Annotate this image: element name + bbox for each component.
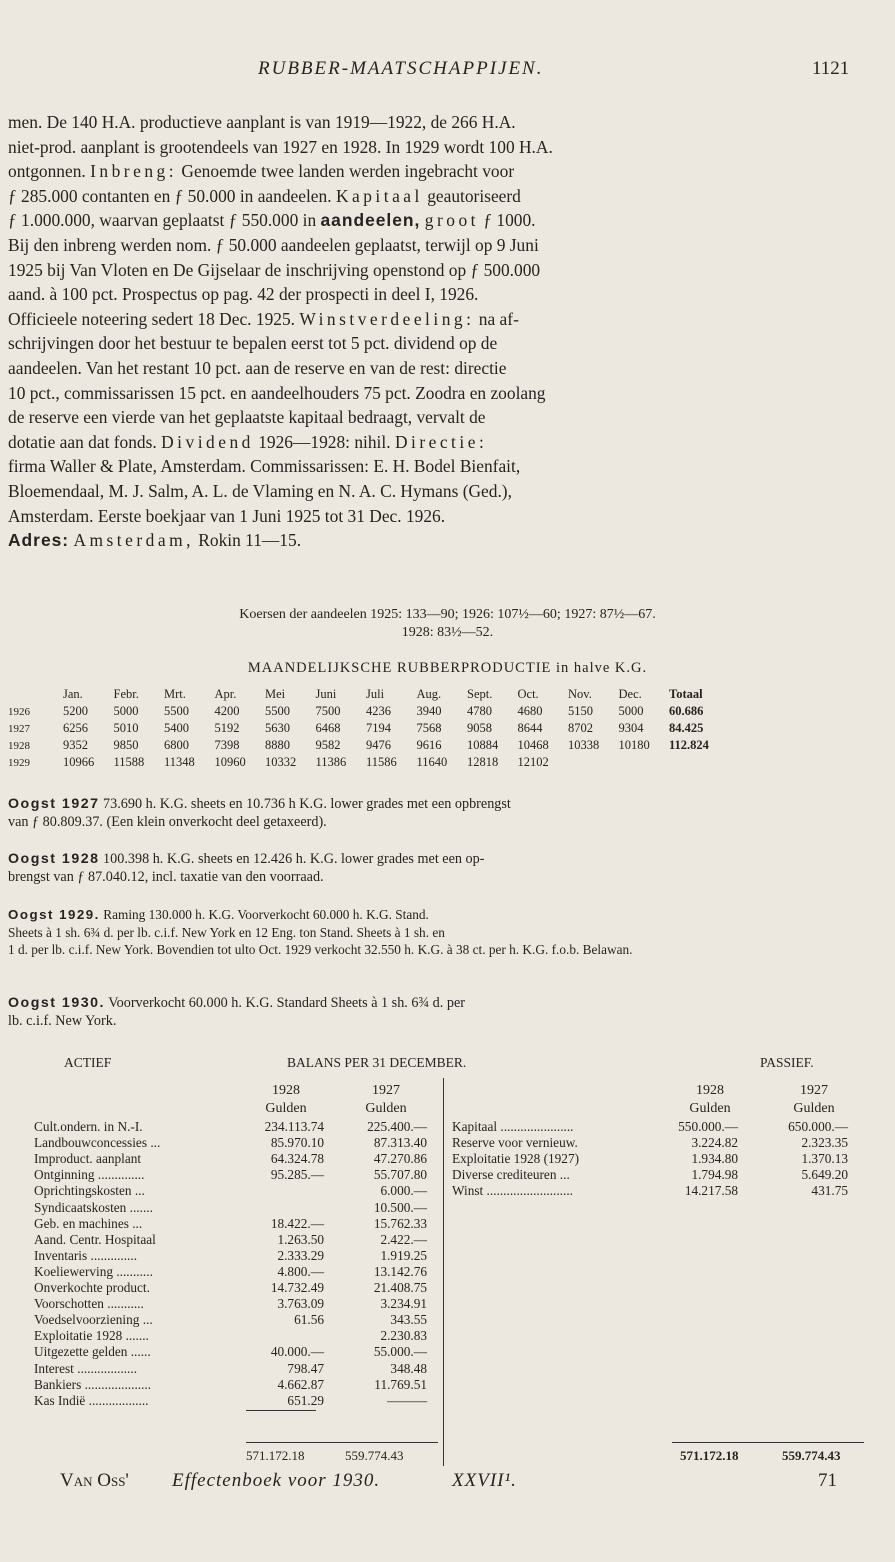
value-1927: 55.000.—: [373, 1344, 427, 1360]
value-1927: 343.55: [390, 1312, 427, 1328]
harvest-1930: Oogst 1930. Voorverkocht 60.000 h. K.G. Standard Sheets à 1 sh. 6¾ d. per lb. c.i.f. New York.: [8, 995, 465, 1029]
text-line: dotatie aan dat fonds. Dividend 1926—1928: nihil. Directie:: [8, 431, 488, 452]
production-cell: 9476: [366, 738, 391, 752]
production-cell: 11348: [164, 755, 195, 769]
production-cell: 10180: [618, 738, 650, 752]
production-cell: [568, 754, 619, 771]
value-1927: 6.000.—: [380, 1183, 427, 1199]
value-1927: 348.48: [390, 1360, 427, 1376]
production-cell: 11386: [315, 755, 347, 769]
actief-row: [34, 1248, 439, 1264]
item-name: Landbouwconcessies ...: [34, 1135, 161, 1151]
text-line: ƒ 285.000 contanten en ƒ 50.000 in aandeelen. Kapitaal geautoriseerd: [8, 185, 521, 206]
value-1928: 651.29: [287, 1392, 324, 1408]
actief-row: [34, 1216, 439, 1232]
value-1927: 3.234.91: [380, 1296, 427, 1312]
production-cell: 9582: [315, 738, 341, 752]
item-name: Bankiers ....................: [34, 1376, 152, 1392]
text-line: firma Waller & Plate, Amsterdam. Commissarissen: E. H. Bodel Bienfait,: [8, 456, 521, 477]
actief-row: [34, 1361, 439, 1377]
passief-row: [452, 1151, 872, 1167]
text-line: aand. à 100 pct. Prospectus op pag. 42 der prospecti in deel I, 1926.: [8, 284, 479, 305]
rule: [246, 1410, 316, 1411]
production-cell: 6468: [315, 721, 341, 735]
text-line: Amsterdam. Eerste boekjaar van 1 Juni 1925 tot 31 Dec. 1926.: [8, 505, 446, 526]
total-actief-1928: 571.172.18: [246, 1448, 305, 1463]
production-cell: 9058: [467, 721, 492, 735]
share-prices-line: Koersen der aandeelen 1925: 133—90; 1926: 107½—60; 1927: 87½—67.: [239, 607, 656, 622]
dividend-label: Dividend: [161, 431, 254, 452]
balance-title: BALANS PER 31 DECEMBER.: [287, 1055, 467, 1070]
item-name: Syndicaatskosten .......: [34, 1199, 153, 1215]
item-name: Diverse crediteuren ...: [452, 1167, 570, 1183]
value-1928: 234.113.74: [264, 1119, 324, 1134]
passief-row: [452, 1119, 872, 1135]
passief-label: PASSIEF.: [760, 1055, 814, 1070]
production-cell: 7194: [366, 721, 391, 735]
production-cell: 7500: [315, 704, 341, 718]
production-cell: 7568: [416, 721, 442, 735]
passief-row: [452, 1167, 872, 1183]
value-1928: 64.324.78: [270, 1151, 324, 1167]
text-line: ƒ 1.000.000, waarvan geplaatst ƒ 550.000 in aandeelen, groot ƒ 1000.: [8, 210, 536, 231]
actief-row: [34, 1344, 439, 1360]
month-header: Totaal: [669, 687, 703, 701]
item-name: Geb. en machines ...: [34, 1215, 143, 1231]
production-cell: [619, 754, 670, 771]
text-line: 10 pct., commissarissen 15 pct. en aandeelhouders 75 pct. Zoodra en zoolang: [8, 382, 546, 403]
address-line: Adres: Amsterdam, Rokin 11—15.: [8, 530, 302, 551]
production-row: [8, 720, 729, 737]
value-1927: 10.500.—: [373, 1199, 427, 1215]
item-name: Voedselvoorziening ...: [34, 1312, 153, 1328]
col-header-1927: 1927 Gulden: [365, 1083, 407, 1116]
value-1928: 14.217.58: [684, 1183, 738, 1199]
text-line: 1925 bij Van Vloten en De Gijselaar de inschrijving openstond op ƒ 500.000: [8, 259, 541, 280]
item-name: Oprichtingskosten ...: [34, 1183, 145, 1199]
publisher: Van Oss': [60, 1470, 129, 1491]
value-1927: 1.370.13: [801, 1151, 848, 1167]
production-cell: 5500: [265, 704, 290, 718]
item-name: Koeliewerving ...........: [34, 1263, 153, 1279]
inbreng-label: Inbreng:: [90, 161, 178, 182]
item-name: Onverkochte product.: [34, 1280, 150, 1295]
value-1927: 5.649.20: [801, 1167, 848, 1183]
month-header: Apr.: [214, 687, 237, 701]
value-1928: 2.333.29: [277, 1247, 324, 1263]
page-footer: [0, 1470, 895, 1500]
text-line: ontgonnen. Inbreng: Genoemde twee landen werden ingebracht voor: [8, 161, 515, 182]
production-title: MAANDELIJKSCHE RUBBERPRODUCTIE in halve K.G.: [247, 660, 648, 676]
text-line: aandeelen. Van het restant 10 pct. aan de reserve en van de rest: directie: [8, 357, 507, 378]
value-1928: 3.763.09: [277, 1296, 324, 1312]
directie-label: Directie:: [394, 431, 488, 452]
production-cell: 5192: [214, 721, 240, 735]
value-1928: 61.56: [294, 1312, 324, 1328]
item-name: Inventaris ..............: [34, 1247, 138, 1263]
production-cell: 4780: [467, 704, 492, 718]
book-title: Effectenboek voor 1930.: [172, 1470, 381, 1491]
text-line: de reserve een vierde van het geplaatste kapitaal bedraagt, vervalt de: [8, 407, 486, 428]
actief-row: [34, 1296, 439, 1312]
production-cell: 4200: [214, 704, 240, 718]
share-prices: [0, 606, 895, 642]
total-passief-1928: 571.172.18: [680, 1448, 739, 1463]
actief-row: [34, 1280, 439, 1296]
production-year: 1927: [8, 722, 30, 735]
rule: [672, 1442, 864, 1443]
value-1928: 4.662.87: [277, 1376, 324, 1392]
item-name: Cult.ondern. in N.-I.: [34, 1119, 143, 1134]
actief-row: [34, 1200, 439, 1216]
col-header-1928: 1928 Gulden: [689, 1083, 731, 1116]
value-1927: 2.323.35: [801, 1135, 848, 1151]
production-cell: 5500: [164, 704, 189, 718]
month-header: Mei: [265, 687, 286, 701]
month-header: Juni: [315, 687, 337, 701]
production-row: [8, 703, 729, 720]
month-header: Dec.: [618, 687, 642, 701]
text-line: Bloemendaal, M. J. Salm, A. L. de Vlaming en N. A. C. Hymans (Ged.),: [8, 480, 512, 501]
page-header: [0, 50, 895, 80]
actief-row: [34, 1119, 439, 1135]
production-cell: 9304: [618, 721, 644, 735]
value-1927: 15.762.33: [373, 1215, 427, 1231]
value-1928: 4.800.—: [277, 1263, 324, 1279]
value-1927: 47.270.86: [373, 1151, 427, 1167]
actief-row: [34, 1312, 439, 1328]
aandeelen-bold: aandeelen,: [320, 210, 421, 231]
value-1927: 431.75: [811, 1183, 848, 1199]
production-cell: 11640: [416, 755, 448, 769]
value-1928: 550.000.—: [678, 1119, 738, 1134]
production-cell: 7398: [214, 738, 240, 752]
winst-label: Winstverdeeling:: [299, 308, 475, 329]
production-cell: 5400: [164, 721, 189, 735]
production-cell: 10966: [63, 755, 95, 769]
production-year: 1929: [8, 756, 30, 769]
month-header: Nov.: [568, 687, 592, 701]
value-1927: 650.000.—: [788, 1119, 848, 1134]
value-1927: 2.422.—: [380, 1231, 427, 1247]
value-1927: 55.707.80: [373, 1167, 427, 1183]
item-name: Winst ..........................: [452, 1183, 573, 1199]
month-header: Mrt.: [164, 687, 186, 701]
page-number: 1121: [812, 58, 850, 79]
production-cell: 60.686: [669, 704, 704, 718]
production-cell: 9616: [416, 738, 442, 752]
value-1928: 3.224.82: [691, 1135, 738, 1151]
actief-row: [34, 1328, 439, 1344]
item-name: Reserve voor vernieuw.: [452, 1135, 578, 1151]
month-header: Sept.: [467, 687, 493, 701]
text-line: schrijvingen door het bestuur te bepalen eerst tot 5 pct. dividend op de: [8, 333, 498, 354]
item-name: Uitgezette gelden ......: [34, 1344, 151, 1360]
production-cell: 8702: [568, 721, 593, 735]
item-name: Aand. Centr. Hospitaal: [34, 1231, 156, 1247]
production-cell: 12818: [467, 755, 499, 769]
passief-row: [452, 1135, 872, 1151]
production-cell: 5000: [113, 704, 139, 718]
value-1928: 1.934.80: [691, 1151, 738, 1167]
month-header: Juli: [366, 687, 385, 701]
month-header: Jan.: [63, 687, 83, 701]
value-1928: 85.970.10: [270, 1135, 324, 1151]
total-passief-1927: 559.774.43: [782, 1448, 841, 1463]
balance-divider: [443, 1078, 444, 1466]
item-name: Exploitatie 1928 (1927): [452, 1151, 580, 1167]
production-row: [8, 754, 729, 771]
text-line: men. De 140 H.A. productieve aanplant is van 1919—1922, de 266 H.A.: [8, 112, 516, 132]
col-header-1927: 1927 Gulden: [793, 1083, 835, 1116]
actief-row: [34, 1151, 439, 1167]
share-prices-line: 1928: 83½—52.: [401, 625, 494, 640]
production-cell: 6800: [164, 738, 189, 752]
value-1928: 798.47: [287, 1360, 324, 1376]
value-1927: 13.142.76: [373, 1263, 427, 1279]
actief-row: [34, 1135, 439, 1151]
production-cell: 112.824: [669, 738, 709, 752]
month-header: Oct.: [517, 687, 539, 701]
item-name: Voorschotten ...........: [34, 1296, 144, 1312]
item-name: Kas Indië ..................: [34, 1392, 149, 1408]
production-cell: 6256: [63, 721, 88, 735]
text-line: niet-prod. aanplant is grootendeels van 1927 en 1928. In 1929 wordt 100 H.A.: [8, 136, 553, 157]
passief-row: [452, 1183, 872, 1199]
production-cell: 10960: [214, 755, 246, 769]
harvest-1929: Oogst 1929. Raming 130.000 h. K.G. Voorverkocht 60.000 h. K.G. Stand. Sheets à 1 sh. 6¾ d. per lb. c.i.f. New York en 12 Eng. ton Stand. Sheets à 1 sh. en 1 d. per lb. c.i.f. New York. Bovendien tot ulto Oct. 1929 verkocht 32.550 h. K.G. à 38 ct. per h. K.G. f.o.b. Belawan.: [8, 907, 633, 957]
value-1928: 95.285.—: [270, 1167, 324, 1183]
actief-row: [34, 1264, 439, 1280]
value-1927: 87.313.40: [373, 1135, 427, 1151]
production-cell: 5200: [63, 704, 88, 718]
month-header: Febr.: [113, 687, 139, 701]
production-cell: 11588: [113, 755, 145, 769]
actief-row: [34, 1393, 439, 1409]
actief-row: [34, 1377, 439, 1393]
production-cell: 9850: [113, 738, 139, 752]
production-year: 1928: [8, 739, 30, 752]
production-cell: 4680: [517, 704, 543, 718]
production-cell: 3940: [416, 704, 442, 718]
actief-row: [34, 1232, 439, 1248]
value-1927: 2.230.83: [380, 1328, 427, 1344]
production-row: [8, 737, 729, 754]
value-1927: 1.919.25: [380, 1247, 427, 1263]
production-cell: 10332: [265, 755, 297, 769]
value-1927: ———: [387, 1392, 427, 1408]
item-name: Ontginning ..............: [34, 1167, 145, 1183]
month-header: Aug.: [416, 687, 442, 701]
adres-label: Adres:: [8, 530, 70, 551]
production-year: 1926: [8, 705, 30, 718]
value-1928: 14.732.49: [270, 1280, 324, 1295]
production-header-row: [8, 686, 729, 703]
production-cell: 10468: [517, 738, 549, 752]
production-table: [8, 686, 729, 771]
text-line: Bij den inbreng werden nom. ƒ 50.000 aandeelen geplaatst, terwijl op 9 Juni: [8, 234, 539, 255]
production-cell: 9352: [63, 738, 88, 752]
production-cell: 12102: [517, 755, 549, 769]
volume: XXVII¹.: [452, 1470, 517, 1491]
production-cell: 11586: [366, 755, 397, 769]
production-cell: 5150: [568, 704, 593, 718]
text-line: Officieele noteering sedert 18 Dec. 1925. Winstverdeeling: na af-: [8, 308, 519, 329]
footer-page-number: 71: [818, 1470, 837, 1491]
actief-row: [34, 1183, 439, 1199]
company-description: [8, 110, 864, 553]
harvest-1927: Oogst 1927 73.690 h. K.G. sheets en 10.736 h K.G. lower grades met een opbrengst van ƒ 80.809.37. (Een klein onverkocht deel getaxeerd).: [8, 796, 511, 830]
col-header-1928: 1928 Gulden: [265, 1083, 307, 1116]
value-1928: 1.263.50: [277, 1231, 324, 1247]
production-cell: 5010: [113, 721, 139, 735]
harvest-1928: Oogst 1928 100.398 h. K.G. sheets en 12.426 h. K.G. lower grades met een op- brengst van ƒ 87.040.12, incl. taxatie van den voorraad.: [8, 851, 485, 885]
value-1927: 225.400.—: [367, 1119, 427, 1134]
actief-row: [34, 1167, 439, 1183]
production-cell: 84.425: [669, 721, 704, 735]
production-cell: 8880: [265, 738, 290, 752]
value-1927: 21.408.75: [373, 1280, 427, 1295]
total-actief-1927: 559.774.43: [345, 1448, 404, 1463]
production-cell: 8644: [517, 721, 543, 735]
value-1927: 11.769.51: [374, 1376, 427, 1392]
value-1928: 40.000.—: [270, 1344, 324, 1360]
item-name: Improduct. aanplant: [34, 1151, 142, 1167]
value-1928: 18.422.—: [270, 1215, 324, 1231]
item-name: Exploitatie 1928 .......: [34, 1328, 149, 1344]
production-cell: 10338: [568, 738, 600, 752]
running-title: RUBBER-MAATSCHAPPIJEN.: [258, 58, 544, 79]
actief-label: ACTIEF: [64, 1055, 112, 1070]
production-cell: 5000: [618, 704, 644, 718]
kapitaal-label: Kapitaal: [335, 185, 423, 206]
production-cell: 5630: [265, 721, 290, 735]
rule: [246, 1442, 438, 1443]
item-name: Interest ..................: [34, 1360, 138, 1376]
item-name: Kapitaal ......................: [452, 1119, 574, 1134]
production-cell: [669, 754, 729, 771]
production-cell: 10884: [467, 738, 499, 752]
value-1928: 1.794.98: [691, 1167, 738, 1183]
production-cell: 4236: [366, 704, 391, 718]
